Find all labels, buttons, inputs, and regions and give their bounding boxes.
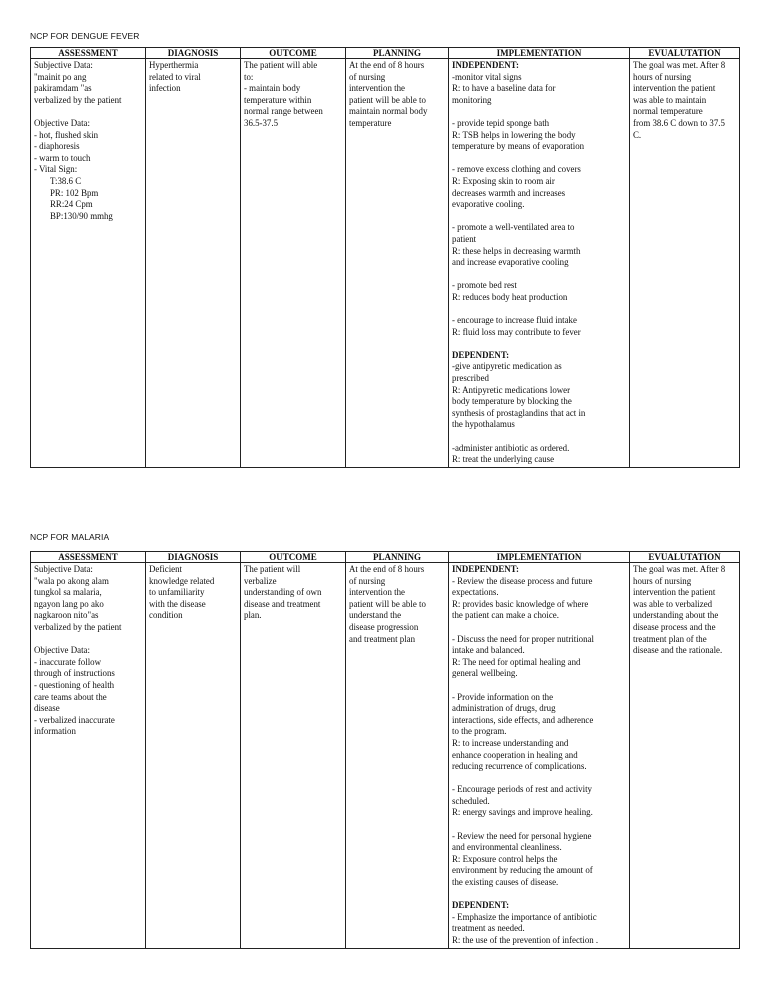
cell-line: verbalized by the patient <box>34 621 122 632</box>
cell-line: was able to maintain <box>633 94 707 105</box>
cell-line: R: these helps in decreasing warmth <box>452 245 581 256</box>
cell-line <box>452 773 626 785</box>
cell-line: Subjective Data: <box>34 60 93 70</box>
cell-line: Deficient <box>149 564 183 574</box>
table-row <box>31 59 740 468</box>
implementation-cell <box>449 59 630 468</box>
cell-line: - Review the need for personal hygiene <box>452 830 592 841</box>
cell-line: decreases warmth and increases <box>452 187 566 198</box>
cell-line <box>452 153 626 165</box>
cell-line: C. <box>633 129 642 140</box>
cell-line: monitoring <box>452 94 492 105</box>
cell-line: "mainit po ang <box>34 71 87 82</box>
diagnosis-cell <box>146 59 241 468</box>
cell-line: to the program. <box>452 726 507 737</box>
cell-line: the patient can make a choice. <box>452 610 559 621</box>
cell-line <box>452 211 626 223</box>
cell-line: normal range between <box>244 106 323 117</box>
cell-line: - questioning of health <box>34 679 115 690</box>
cell-line: At the end of 8 hours <box>349 60 425 70</box>
cell-line: hours of nursing <box>633 71 692 82</box>
cell-line: to unfamiliarity <box>149 587 205 598</box>
cell-line <box>452 889 626 901</box>
cell-line: R: Antipyretic medications lower <box>452 384 571 395</box>
cell-line: "wala po akong alam <box>34 575 109 586</box>
cell-line: - maintain body <box>244 83 301 94</box>
cell-line: - promote bed rest <box>452 280 517 291</box>
cell-line: R: Exposing skin to room air <box>452 175 555 186</box>
cell-line: Hyperthermia <box>149 60 199 70</box>
cell-line: DEPENDENT: <box>452 349 510 360</box>
cell-line: synthesis of prostaglandins that act in <box>452 407 586 418</box>
header-outcome: OUTCOME <box>241 552 346 563</box>
cell-line: disease process and the <box>633 621 716 632</box>
cell-line: R: treat the underlying cause <box>452 454 555 465</box>
header-diagnosis: DIAGNOSIS <box>146 48 241 59</box>
header-planning: PLANNING <box>346 48 449 59</box>
outcome-cell <box>241 563 346 949</box>
implementation-cell <box>449 563 630 949</box>
cell-line: the existing causes of disease. <box>452 877 559 888</box>
diagnosis-cell <box>146 563 241 949</box>
malaria-title: NCP FOR MALARIA <box>30 532 110 542</box>
cell-line <box>452 269 626 281</box>
evaluation-cell <box>630 563 740 949</box>
cell-line: to: <box>244 71 254 82</box>
cell-line: patient will be able to <box>349 598 426 609</box>
cell-line: - Vital Sign: <box>34 164 78 175</box>
cell-line: care teams about the <box>34 691 107 702</box>
cell-line: - encourage to increase fluid intake <box>452 315 577 326</box>
cell-line: BP:130/90 mmhg <box>50 210 113 221</box>
cell-line: condition <box>149 610 183 621</box>
cell-line: INDEPENDENT: <box>452 60 519 70</box>
cell-line: infection <box>149 83 181 94</box>
cell-line: The patient will <box>244 564 301 574</box>
dengue-title: NCP FOR DENGUE FEVER <box>30 31 140 41</box>
cell-line: maintain normal body <box>349 106 428 117</box>
cell-line: related to viral <box>149 71 201 82</box>
cell-line: R: energy savings and improve healing. <box>452 807 593 818</box>
cell-line: - remove excess clothing and covers <box>452 164 581 175</box>
cell-line: pakiramdam "as <box>34 83 92 94</box>
evaluation-cell <box>630 59 740 468</box>
cell-line: - diaphoresis <box>34 141 80 152</box>
cell-line: -administer antibiotic as ordered. <box>452 442 570 453</box>
cell-line: The patient will able <box>244 60 318 70</box>
cell-line: scheduled. <box>452 795 490 806</box>
cell-line: was able to verbalized <box>633 598 713 609</box>
header-diagnosis: DIAGNOSIS <box>146 552 241 563</box>
dengue-care-plan-table <box>30 47 740 468</box>
header-row <box>31 552 740 563</box>
cell-line <box>452 819 626 831</box>
cell-line: R: to have a baseline data for <box>452 83 556 94</box>
cell-line: temperature <box>349 117 392 128</box>
cell-line: information <box>34 726 76 737</box>
cell-line: hours of nursing <box>633 575 692 586</box>
header-evaluation: EVUALUTATION <box>630 48 740 59</box>
cell-line: treatment as needed. <box>452 923 525 934</box>
cell-line: disease <box>34 703 60 714</box>
cell-line: temperature within <box>244 94 312 105</box>
cell-line: with the disease <box>149 598 206 609</box>
cell-line: - inaccurate follow <box>34 656 102 667</box>
cell-line: reducing recurrence of complications. <box>452 761 587 772</box>
cell-line: intervention the patient <box>633 83 716 94</box>
header-assessment: ASSESSMENT <box>31 48 146 59</box>
cell-line: intervention the <box>349 587 405 598</box>
header-outcome: OUTCOME <box>241 48 346 59</box>
cell-line: R: fluid loss may contribute to fever <box>452 326 581 337</box>
cell-line: verbalized by the patient <box>34 94 122 105</box>
cell-line: T:38.6 C <box>50 175 82 186</box>
cell-line: of nursing <box>349 71 386 82</box>
cell-line: tungkol sa malaria, <box>34 587 102 598</box>
cell-line: - Provide information on the <box>452 691 554 702</box>
cell-line: - Review the disease process and future <box>452 575 593 586</box>
cell-line: R: reduces body heat production <box>452 291 568 302</box>
cell-line: prescribed <box>452 373 489 384</box>
cell-line: through of instructions <box>34 668 115 679</box>
cell-line: - promote a well-ventilated area to <box>452 222 575 233</box>
cell-line: understanding about the <box>633 610 719 621</box>
header-implementation: IMPLEMENTATION <box>449 552 630 563</box>
cell-line: 36.5-37.5 <box>244 117 279 128</box>
cell-line: disease and the rationale. <box>633 645 723 656</box>
cell-line: and treatment plan <box>349 633 416 644</box>
cell-line <box>34 106 142 118</box>
cell-line: R: The need for optimal healing and <box>452 656 581 667</box>
cell-line: the hypothalamus <box>452 419 515 430</box>
cell-line: administration of drugs, drug <box>452 703 556 714</box>
cell-line: The goal was met. After 8 <box>633 60 726 70</box>
cell-line: R: the use of the prevention of infection . <box>452 935 599 945</box>
cell-line: intake and balanced. <box>452 645 525 656</box>
cell-line: - hot, flushed skin <box>34 129 99 140</box>
header-assessment: ASSESSMENT <box>31 552 146 563</box>
cell-line: intervention the patient <box>633 587 716 598</box>
cell-line: Objective Data: <box>34 645 90 656</box>
cell-line: Subjective Data: <box>34 564 93 574</box>
cell-line: R: provides basic knowledge of where <box>452 598 589 609</box>
planning-cell <box>346 59 449 468</box>
cell-line <box>452 680 626 692</box>
cell-line: and environmental cleanliness. <box>452 842 562 853</box>
cell-line: body temperature by blocking the <box>452 396 572 407</box>
cell-line: -monitor vital signs <box>452 71 522 82</box>
cell-line: normal temperature <box>633 106 703 117</box>
cell-line <box>34 634 142 646</box>
cell-line: intervention the <box>349 83 405 94</box>
cell-line: understanding of own <box>244 587 322 598</box>
cell-line: understand the <box>349 610 402 621</box>
cell-line <box>452 338 626 350</box>
cell-line <box>452 431 626 443</box>
assessment-cell <box>31 59 146 468</box>
cell-line: R: Exposure control helps the <box>452 853 558 864</box>
header-evaluation: EVUALUTATION <box>630 552 740 563</box>
cell-line: - warm to touch <box>34 152 91 163</box>
cell-line: PR: 102 Bpm <box>50 187 99 198</box>
cell-line: - provide tepid sponge bath <box>452 117 550 128</box>
cell-line <box>452 303 626 315</box>
cell-line: disease progression <box>349 621 419 632</box>
cell-line: knowledge related <box>149 575 215 586</box>
cell-line: DEPENDENT: <box>452 900 510 911</box>
cell-line: general wellbeing. <box>452 668 518 679</box>
malaria-care-plan-table <box>30 551 740 949</box>
cell-line: -give antipyretic medication as <box>452 361 562 372</box>
table-row <box>31 563 740 949</box>
cell-line: disease and treatment <box>244 598 321 609</box>
cell-line: R: to increase understanding and <box>452 737 569 748</box>
cell-line: - Discuss the need for proper nutritional <box>452 633 594 644</box>
cell-line: environment by reducing the amount of <box>452 865 593 876</box>
cell-line: Objective Data: <box>34 117 90 128</box>
cell-line: nagkaroon nito"as <box>34 610 99 621</box>
cell-line: enhance cooperation in healing and <box>452 749 578 760</box>
cell-line: from 38.6 C down to 37.5 <box>633 117 725 128</box>
cell-line: plan. <box>244 610 262 621</box>
cell-line: At the end of 8 hours <box>349 564 425 574</box>
assessment-cell <box>31 563 146 949</box>
cell-line: ngayon lang po ako <box>34 598 104 609</box>
cell-line: RR:24 Cpm <box>50 199 93 210</box>
cell-line: patient will be able to <box>349 94 426 105</box>
cell-line: R: TSB helps in lowering the body <box>452 129 576 140</box>
cell-line: - Emphasize the importance of antibiotic <box>452 911 597 922</box>
cell-line: The goal was met. After 8 <box>633 564 726 574</box>
cell-line: temperature by means of evaporation <box>452 141 585 152</box>
cell-line: INDEPENDENT: <box>452 564 519 574</box>
cell-line: and increase evaporative cooling <box>452 257 569 268</box>
cell-line: of nursing <box>349 575 386 586</box>
cell-line <box>452 622 626 634</box>
header-implementation: IMPLEMENTATION <box>449 48 630 59</box>
cell-line: evaporative cooling. <box>452 199 525 210</box>
cell-line: patient <box>452 233 477 244</box>
cell-line: - Encourage periods of rest and activity <box>452 784 592 795</box>
cell-line: verbalize <box>244 575 277 586</box>
planning-cell <box>346 563 449 949</box>
header-row <box>31 48 740 59</box>
cell-line: treatment plan of the <box>633 633 707 644</box>
header-planning: PLANNING <box>346 552 449 563</box>
cell-line: - verbalized inaccurate <box>34 714 115 725</box>
cell-line: expectations. <box>452 587 499 598</box>
outcome-cell <box>241 59 346 468</box>
cell-line <box>452 106 626 118</box>
cell-line: interactions, side effects, and adherence <box>452 714 594 725</box>
